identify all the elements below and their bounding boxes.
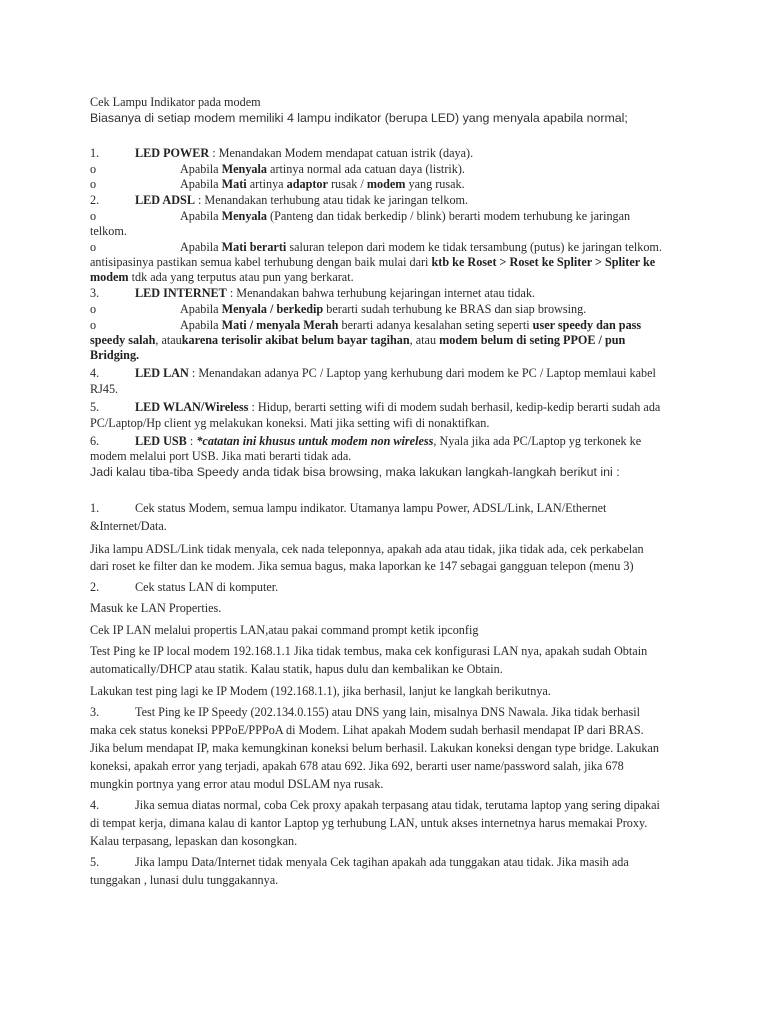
step3-line5: mungkin portnya yang error atau modul DSLAM nya rusak. xyxy=(90,777,384,791)
led-lan-cont: RJ45. xyxy=(90,382,119,396)
list-number: 6. xyxy=(90,434,100,448)
led-adsl-on-cont: telkom. xyxy=(90,224,127,238)
led-internet-off-l2: speedy salah, ataukarena terisolir akibat belum bayar tagihan, atau modem belum di seting PPOE / pun xyxy=(90,333,626,347)
list-number: 1. xyxy=(90,501,100,515)
step2-para2: Cek IP LAN melalui propertis LAN,atau pakai command prompt ketik ipconfig xyxy=(90,623,479,637)
step2-line1: Cek status LAN di komputer. xyxy=(135,580,279,594)
led-wlan-line: LED WLAN/Wireless : Hidup, berarti setting wifi di modem sudah berhasil, kedip-kedip berarti sudah ada xyxy=(135,400,661,414)
bullet: o xyxy=(90,302,97,316)
led-power-on: Apabila Menyala artinya normal ada catuan daya (listrik). xyxy=(180,162,465,176)
led-power-line: LED POWER : Menandakan Modem mendapat catuan istrik (daya). xyxy=(135,146,474,160)
list-number: 5. xyxy=(90,400,100,414)
list-number: 5. xyxy=(90,855,100,869)
led-adsl-line: LED ADSL : Menandakan terhubung atau tidak ke jaringan telkom. xyxy=(135,193,469,207)
list-number: 4. xyxy=(90,366,100,380)
step3-line1: Test Ping ke IP Speedy (202.134.0.155) atau DNS yang lain, misalnya DNS Nawala. Jika tidak berhasil xyxy=(135,705,641,719)
list-number: 2. xyxy=(90,193,100,207)
step5-line1: Jika lampu Data/Internet tidak menyala Cek tagihan apakah ada tunggakan atau tidak. Jika masih ada xyxy=(135,855,629,869)
led-usb-l2: modem melalui port USB. Jika mati berarti tidak ada. xyxy=(90,449,352,463)
list-number: 3. xyxy=(90,705,100,719)
step3-line3: Jika belum mendapat IP, maka kemungkinan koneksi belum berhasil. Lakukan koneksi dengan type bridge. Lakukan xyxy=(90,741,659,755)
led-internet-off-l3: Bridging. xyxy=(90,348,140,362)
step1-line1: Cek status Modem, semua lampu indikator. Utamanya lampu Power, ADSL/Link, LAN/Ethernet xyxy=(135,501,607,515)
led-power-off: Apabila Mati artinya adaptor rusak / modem yang rusak. xyxy=(180,177,465,191)
list-number: 2. xyxy=(90,580,100,594)
led-adsl-off: Apabila Mati berarti saluran telepon dari modem ke tidak tersambung (putus) ke jaringan telkom. xyxy=(180,240,662,254)
step2-para4: Lakukan test ping lagi ke IP Modem (192.168.1.1), jika berhasil, lanjut ke langkah berikutnya. xyxy=(90,684,551,698)
step1-para2: dari roset ke filter dan ke modem. Jika semua bagus, maka laporkan ke 147 sebagai gangguan telepon (menu 3) xyxy=(90,559,634,573)
bullet: o xyxy=(90,240,97,254)
step1-para1: Jika lampu ADSL/Link tidak menyala, cek nada teleponnya, apakah ada atau tidak, jika tidak ada, cek perkabelan xyxy=(90,542,644,556)
step3-line2: maka cek status koneksi PPPoE/PPPoA di Modem. Lihat apakah Modem sudah berhasil mendapat IP dari BRAS. xyxy=(90,723,644,737)
led-internet-off: Apabila Mati / menyala Merah berarti adanya kesalahan seting seperti user speedy dan pass xyxy=(180,318,642,332)
step2-para3a: Test Ping ke IP local modem 192.168.1.1 Jika tidak tembus, maka cek konfigurasi LAN nya, apakah sudah Obtain xyxy=(90,644,648,658)
led-adsl-off-l3: modem tdk ada yang terputus atau pun yang berkarat. xyxy=(90,270,354,284)
step4-line3: Kalau terpasang, lepaskan dan kosongkan. xyxy=(90,834,298,848)
list-number: 4. xyxy=(90,798,100,812)
bullet: o xyxy=(90,162,97,176)
step5-line2: tunggakan , lunasi dulu tunggakannya. xyxy=(90,873,279,887)
step4-line1: Jika semua diatas normal, coba Cek proxy apakah terpasang atau tidak, terutama laptop yang sering dipakai xyxy=(135,798,660,812)
bullet: o xyxy=(90,177,97,191)
step1-line2: &Internet/Data. xyxy=(90,519,167,533)
doc-intro: Biasanya di setiap modem memiliki 4 lampu indikator (berupa LED) yang menyala apabila normal; xyxy=(90,111,628,125)
bullet: o xyxy=(90,209,97,223)
step4-line2: di tempat kerja, dimana kalau di kantor Laptop yg terhubung LAN, untuk akses internetnya harus memakai Proxy. xyxy=(90,816,648,830)
step2-para3b: automatically/DHCP atau statik. Kalau statik, hapus dulu dan kembalikan ke Obtain. xyxy=(90,662,503,676)
doc-title: Cek Lampu Indikator pada modem xyxy=(90,95,261,109)
led-internet-line: LED INTERNET : Menandakan bahwa terhubung kejaringan internet atau tidak. xyxy=(135,286,536,300)
step2-para1: Masuk ke LAN Properties. xyxy=(90,601,222,615)
list-number: 1. xyxy=(90,146,100,160)
led-wlan-l2: PC/Laptop/Hp client yg melakukan koneksi. Mati jika setting wifi di nonaktifkan. xyxy=(90,416,490,430)
bullet: o xyxy=(90,318,97,332)
led-internet-on: Apabila Menyala / berkedip berarti sudah terhubung ke BRAS dan siap browsing. xyxy=(180,302,587,316)
step3-line4: koneksi, apakah error yang terjadi, apakah 678 atau 692. Jika 692, berarti user name/password salah, jika 678 xyxy=(90,759,624,773)
list-number: 3. xyxy=(90,286,100,300)
led-adsl-off-l2: antisipasinya pastikan semua kabel terhubung dengan baik mulai dari ktb ke Roset > Roset ke Spliter > Spliter ke xyxy=(90,255,656,269)
led-lan-line: LED LAN : Menandakan adanya PC / Laptop yang kerhubung dari modem ke PC / Laptop memlaui kabel xyxy=(135,366,656,380)
steps-intro: Jadi kalau tiba-tiba Speedy anda tidak bisa browsing, maka lakukan langkah-langkah berikut ini : xyxy=(90,465,620,479)
led-adsl-on: Apabila Menyala (Panteng dan tidak berkedip / blink) berarti modem terhubung ke jaringan xyxy=(180,209,631,223)
led-usb-line: LED USB : *catatan ini khusus untuk modem non wireless, Nyala jika ada PC/Laptop yg terkonek ke xyxy=(135,434,642,448)
